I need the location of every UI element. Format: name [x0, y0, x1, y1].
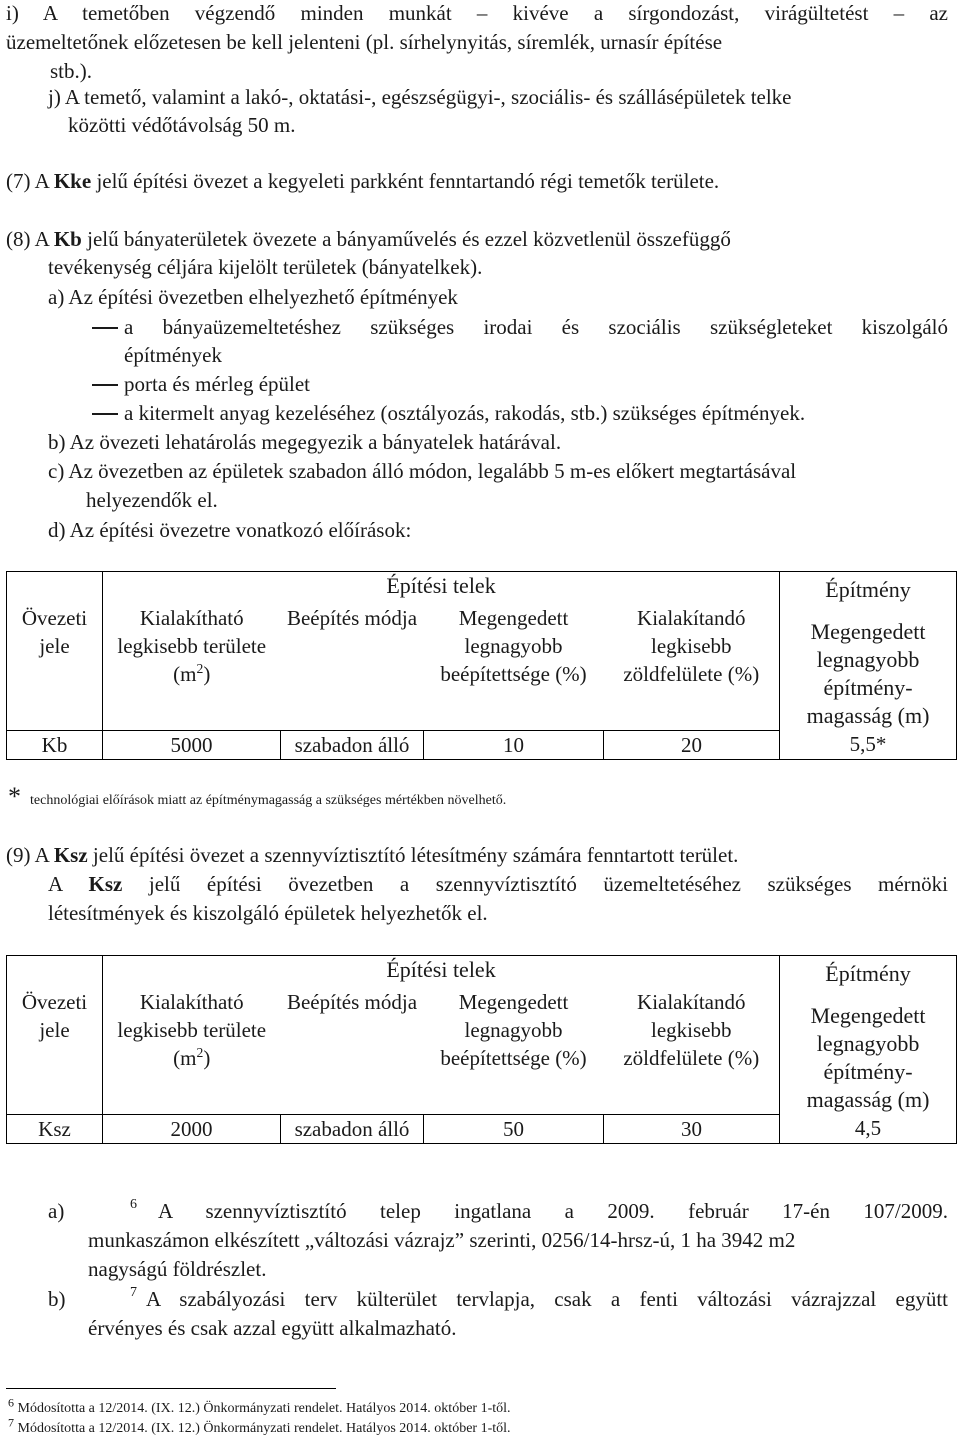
paragraph-8-dash1-line2: építmények [124, 343, 222, 367]
paragraph-9-line3: létesítmények és kiszolgáló épületek helyezhetők el. [48, 901, 488, 925]
header-zone: Övezeti jele [7, 988, 103, 1114]
header-zone: Övezeti jele [7, 604, 103, 730]
item-a-label: a) [48, 1199, 65, 1223]
header-coverage: Megengedett legnagyobb beépítettsége (%) [424, 604, 604, 730]
zone-code-ksz: Ksz [88, 872, 123, 896]
item-b-label: b) [48, 1287, 66, 1311]
paragraph-9-pre: (9) A [6, 843, 54, 867]
header-building [780, 572, 957, 731]
zoning-table-kb [6, 571, 957, 760]
footnote-7-text: Módosította a 12/2014. (IX. 12.) Önkormányzati rendelet. Hatályos 2014. október 1-től. [17, 1421, 511, 1436]
dash-bullet [92, 327, 118, 329]
cell-coverage: 50 [424, 1114, 604, 1143]
header-plot: Építési telek [103, 572, 780, 605]
paragraph-8-dash2: porta és mérleg épület [124, 372, 311, 396]
item-j-line2: közötti védőtávolság 50 m. [68, 113, 296, 137]
footnote-6-number: 6 [8, 1395, 14, 1410]
table-corner [7, 956, 103, 989]
paragraph-8-pre: (8) A [6, 227, 54, 251]
dash-bullet [92, 413, 118, 415]
item-a-line3: nagyságú földrészlet. [88, 1257, 267, 1281]
paragraph-9-line1 [6, 842, 738, 868]
header-green: Kialakítandó legkisebb zöldfelülete (%) [604, 988, 780, 1114]
cell-zone: Ksz [7, 1114, 103, 1143]
zone-code-kb: Kb [53, 227, 82, 251]
header-method: Beépítés módja [281, 988, 424, 1114]
zone-code-kke: Kke [53, 169, 92, 193]
cell-method: szabadon álló [281, 730, 424, 759]
item-a-line2: munkaszámon elkészített „változási vázrajz” szerinti, 0256/14-hrsz-ú, 1 ha 3942 m2 [88, 1228, 796, 1252]
item-a-footnote-ref: 6 [130, 1197, 137, 1212]
paragraph-8-item-c-line1: c) Az övezetben az épületek szabadon álló módon, legalább 5 m-es előkert megtartásával [48, 459, 797, 483]
header-building-label: Építmény [825, 961, 911, 986]
paragraph-7-pre: (7) A [6, 169, 54, 193]
item-i-line3: stb.). [50, 59, 92, 83]
paragraph-8-dash1-line1: a bányaüzemeltetéshez szükséges irodai és szociális szükségleteket kiszolgáló [124, 315, 948, 339]
footnote-separator [6, 1388, 336, 1389]
item-b-footnote-ref: 7 [130, 1285, 137, 1300]
cell-area: 5000 [103, 730, 281, 759]
table-group-header [7, 572, 957, 605]
table-note-star: * [8, 782, 21, 811]
item-i-line2: üzemeltetőnek előzetesen be kell jelenteni (pl. sírhelynyitás, síremlék, urnasír építése [6, 30, 723, 54]
paragraph-9-post: jelű építési övezet a szennyvíztisztító létesítmény számára fenntartott terület. [87, 843, 739, 867]
header-max-height: Megengedett legnagyobb építmény-magasság (m) [806, 1003, 930, 1112]
table-row [7, 1114, 957, 1143]
cell-height: 4,5 [780, 1114, 957, 1143]
item-b-line2: érvényes és csak azzal együtt alkalmazható. [88, 1316, 457, 1340]
cell-area: 2000 [103, 1114, 281, 1143]
footnote-7-number: 7 [8, 1415, 14, 1430]
paragraph-9-l2-pre: A [48, 872, 89, 896]
paragraph-8-post: jelű bányaterületek övezete a bányaművelés és ezzel közvetlenül összefüggő [81, 227, 731, 251]
footnote-7 [8, 1415, 511, 1438]
paragraph-7 [6, 168, 719, 194]
paragraph-9-l2-post: jelű építési övezetben a szennyvíztisztító üzemeltetéséhez szükséges mérnöki [122, 872, 949, 896]
header-building-label: Építmény [825, 577, 911, 602]
cell-green: 20 [604, 730, 780, 759]
footnote-6-text: Módosította a 12/2014. (IX. 12.) Önkormányzati rendelet. Hatályos 2014. október 1-től. [17, 1401, 511, 1416]
header-coverage: Megengedett legnagyobb beépítettsége (%) [424, 988, 604, 1114]
paragraph-7-post: jelű építési övezet a kegyeleti parkként fenntartandó régi temetők területe. [91, 169, 720, 193]
paragraph-8-line2: tevékenység céljára kijelölt területek (bányatelkek). [48, 255, 483, 279]
zoning-table-ksz [6, 955, 957, 1144]
footnote-6 [8, 1395, 511, 1418]
zone-code-ksz: Ksz [53, 843, 88, 867]
paragraph-9-line2 [48, 871, 948, 897]
header-method: Beépítés módja [281, 604, 424, 730]
paragraph-8-item-c-line2: helyezendők el. [86, 488, 218, 512]
header-min-area: Kialakítható legkisebb területe $(m^2)$ [103, 604, 281, 730]
cell-green: 30 [604, 1114, 780, 1143]
dash-bullet [92, 384, 118, 386]
paragraph-8-dash3: a kitermelt anyag kezeléséhez (osztályozás, rakodás, stb.) szükséges építmények. [124, 401, 806, 425]
item-j-line1: j) A temető, valamint a lakó-, oktatási-, egészségügyi-, szociális- és szállásépületek telke [48, 85, 792, 109]
item-a-line1: A szennyvíztisztító telep ingatlana a 2009. február 17-én 107/2009. [158, 1199, 948, 1223]
item-i-line1: i) A temetőben végzendő minden munkát – kivéve a sírgondozást, virágültetést – az [6, 1, 948, 25]
cell-zone: Kb [7, 730, 103, 759]
table-corner [7, 572, 103, 605]
paragraph-8-line1 [6, 226, 731, 252]
table-group-header [7, 956, 957, 989]
paragraph-8-item-d: d) Az építési övezetre vonatkozó előírások: [48, 518, 412, 542]
header-min-area: Kialakítható legkisebb területe $(m^2)$ [103, 988, 281, 1114]
paragraph-8-item-b: b) Az övezeti lehatárolás megegyezik a bányatelek határával. [48, 430, 562, 454]
header-green: Kialakítandó legkisebb zöldfelülete (%) [604, 604, 780, 730]
paragraph-8-item-a: a) Az építési övezetben elhelyezhető építmények [48, 285, 458, 309]
table-row [7, 730, 957, 759]
cell-method: szabadon álló [281, 1114, 424, 1143]
item-b-line1: A szabályozási terv külterület tervlapja, csak a fenti változási vázrajzzal együtt [146, 1287, 948, 1311]
header-plot: Építési telek [103, 956, 780, 989]
header-building [780, 956, 957, 1115]
cell-height: 5,5* [780, 730, 957, 759]
cell-coverage: 10 [424, 730, 604, 759]
header-max-height: Megengedett legnagyobb építmény-magasság (m) [806, 619, 930, 728]
table-note: technológiai előírások miatt az építménymagasság a szükséges mértékben növelhető. [30, 793, 507, 808]
